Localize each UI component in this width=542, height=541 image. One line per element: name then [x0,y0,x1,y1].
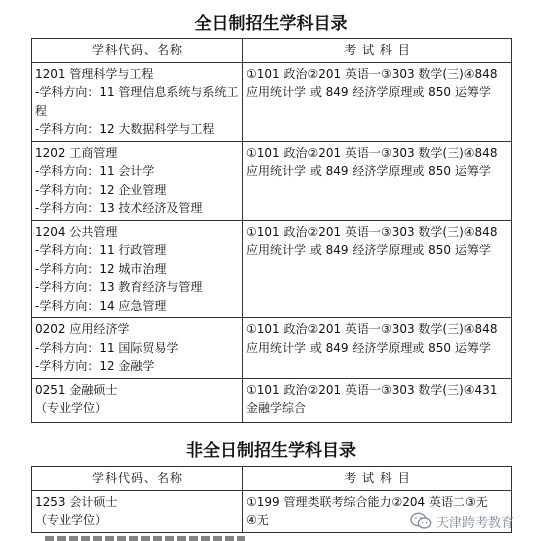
exam-subjects-line: 应用统计学 或 849 经济学原理或 850 运筹学 [246,164,491,178]
header-exam-subjects: 考 试 科 目 [243,39,512,63]
table-row [32,220,512,318]
exam-subjects-cell [243,62,512,141]
subject-code-name-cell [32,318,243,379]
subject-direction: （专业学位） [35,513,108,527]
subject-code-name-cell [32,62,243,141]
subject-name: 0202 应用经济学 [35,322,130,336]
subject-code-name-cell [32,220,243,318]
exam-subjects-line: 应用统计学 或 849 经济学原理或 850 运筹学 [246,243,491,257]
exam-subjects-line: 应用统计学 或 849 经济学原理或 850 运筹学 [246,340,491,355]
exam-subjects-line: 金融学综合 [246,401,307,415]
table-row [32,378,512,422]
exam-subjects-line: ①101 政治②201 英语一③303 数学(三)④431 [246,382,498,397]
exam-subjects-cell [243,318,512,379]
subject-direction: -学科方向：11 国际贸易学 [35,340,179,355]
exam-subjects-cell [243,141,512,220]
subject-code-name-cell [32,490,243,532]
exam-subjects-line: ①101 政治②201 英语一③303 数学(三)④848 [246,224,498,239]
exam-subjects-line: ①101 政治②201 英语一③303 数学(三)④848 [246,322,498,336]
table-row [32,141,512,220]
subject-name: 0251 金融硕士 [35,382,118,397]
table-row [32,62,512,141]
exam-subjects-cell [243,220,512,318]
subject-direction: -学科方向：11 管理信息系统与系统工程 [35,85,239,118]
subject-direction: -学科方向：12 城市治理 [35,261,167,276]
cropped-next-line [45,536,245,541]
subject-direction: -学科方向：13 技术经济及管理 [35,201,203,215]
fulltime-catalog-table [31,38,512,423]
subject-name: 1202 工商管理 [35,145,118,160]
exam-subjects-line: ①199 管理类联考综合能力②204 英语二③无 [246,494,488,509]
subject-direction: -学科方向：12 大数据科学与工程 [35,122,215,136]
exam-subjects-cell [243,378,512,422]
table-row [32,318,512,379]
subject-code-name-cell [32,378,243,422]
subject-direction: -学科方向：11 会计学 [35,164,155,178]
fulltime-catalog-title: 全日制招生学科目录 [194,14,348,34]
subject-name: 1201 管理科学与工程 [35,66,154,81]
exam-subjects-line: 应用统计学 或 849 经济学原理或 850 运筹学 [246,85,491,99]
subject-direction: -学科方向：12 企业管理 [35,182,167,197]
exam-subjects-line: ①101 政治②201 英语一③303 数学(三)④848 [246,66,498,81]
header-code-name: 学科代码、名称 [32,467,243,491]
parttime-catalog-title: 非全日制招生学科目录 [186,441,356,461]
subject-direction: （专业学位） [35,401,108,415]
subject-name: 1253 会计硕士 [35,494,118,509]
subject-name: 1204 公共管理 [35,224,118,239]
subject-direction: -学科方向：12 金融学 [35,359,155,373]
wechat-icon [410,512,432,530]
subject-code-name-cell [32,141,243,220]
header-code-name: 学科代码、名称 [32,39,243,63]
header-exam-subjects: 考 试 科 目 [243,467,512,491]
watermark-text: 天津跨考教育 [436,515,515,531]
subject-direction: -学科方向：11 行政管理 [35,243,167,257]
exam-subjects-line: ①101 政治②201 英语一③303 数学(三)④848 [246,145,498,160]
subject-direction: -学科方向：14 应急管理 [35,298,167,313]
exam-subjects-line: ④无 [246,513,269,527]
watermark [410,508,540,534]
subject-direction: -学科方向：13 教育经济与管理 [35,280,203,294]
